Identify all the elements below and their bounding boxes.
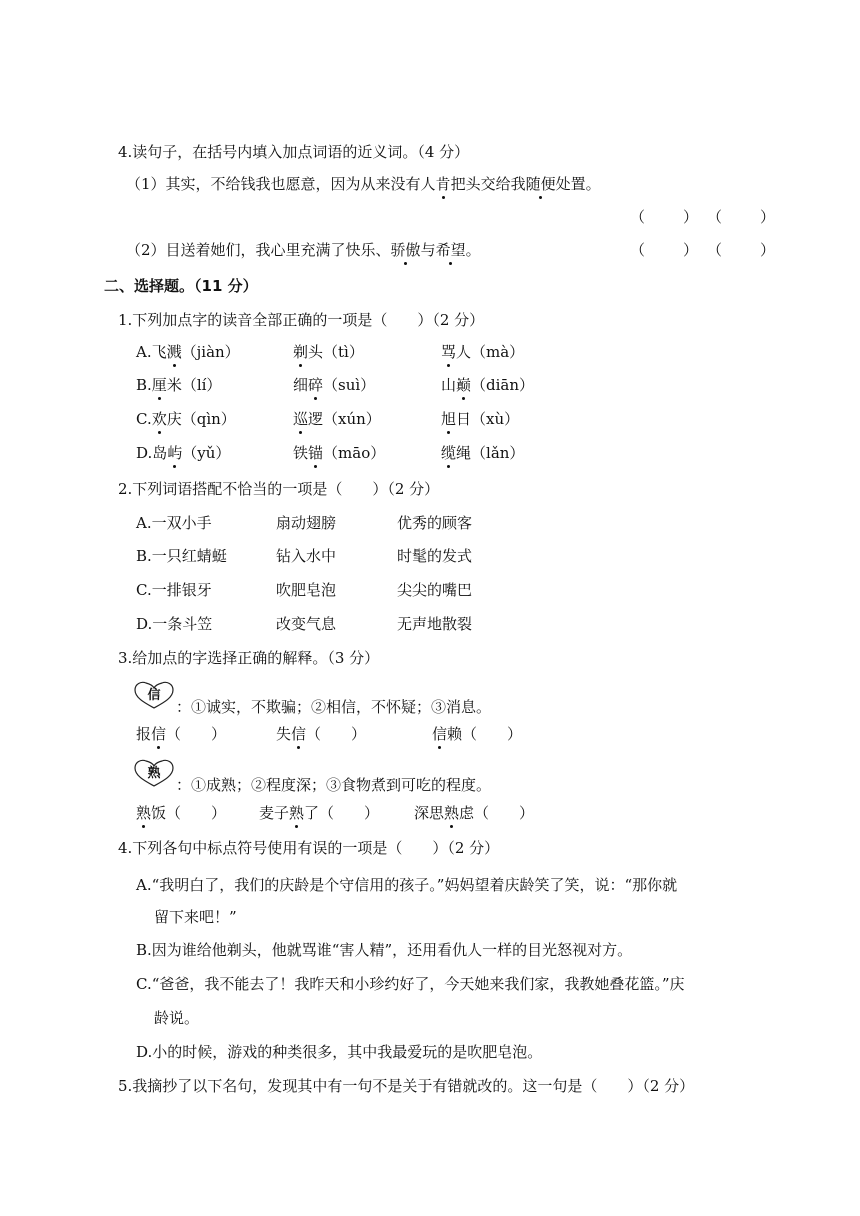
answer-blank[interactable]: （ ） xyxy=(630,208,699,226)
heart-character: 信 xyxy=(147,688,161,703)
heart-character: 熟 xyxy=(147,766,161,781)
dotted-word: 希望 xyxy=(435,241,466,259)
mc1-option: 缆绳（lǎn） xyxy=(441,444,525,462)
word-item: 深思熟虑（ ） xyxy=(414,804,535,822)
word-item: 失信（ ） xyxy=(276,725,367,743)
mc2-option: 时髦的发式 xyxy=(397,547,473,565)
heart-label-icon xyxy=(133,758,175,788)
mc2-option: 钻入水中 xyxy=(276,547,337,565)
mc2-option: 优秀的顾客 xyxy=(397,514,473,532)
mc2-option: 扇动翅膀 xyxy=(276,514,337,532)
section-title: 二、选择题。（11 分） xyxy=(104,277,258,295)
q4-sentence-1: （1）其实，不给钱我也愿意，因为从来没有人肯把头交给我随便处置。 xyxy=(126,175,601,193)
mc1-option: D.岛屿（yǔ） xyxy=(136,444,231,462)
mc2-option: 改变气息 xyxy=(276,615,337,633)
q4-sentence-2: （2）目送着她们，我心里充满了快乐、骄傲与希望。 xyxy=(126,241,481,259)
mc2-option: 无声地散裂 xyxy=(397,615,473,633)
question-4-title: 4.读句子，在括号内填入加点词语的近义词。（4 分） xyxy=(118,143,470,161)
mc2-option: D.一条斗笠 xyxy=(136,615,213,633)
mc-question-4-title: 4.下列各句中标点符号使用有误的一项是（ ）（2 分） xyxy=(118,839,500,857)
mc4-option-a: A.“我明白了，我们的庆龄是个守信用的孩子。”妈妈望着庆龄笑了笑，说：“那你就 xyxy=(136,876,678,894)
mc1-option: 剃头（tì） xyxy=(293,343,364,361)
mc4-option-c-cont: 龄说。 xyxy=(154,1009,200,1027)
mc1-option: 铁锚（māo） xyxy=(293,444,386,462)
mc4-option-d: D.小的时候，游戏的种类很多，其中我最爱玩的是吹肥皂泡。 xyxy=(136,1043,543,1061)
mc1-option: 旭日（xù） xyxy=(441,410,520,428)
mc1-option: 山巅（diān） xyxy=(441,376,535,394)
mc-question-1-title: 1.下列加点字的读音全部正确的一项是（ ）（2 分） xyxy=(118,311,485,329)
mc4-option-b: B.因为谁给他剃头，他就骂谁“害人精”，还用看仇人一样的目光怒视对方。 xyxy=(136,941,633,959)
mc2-option: 吹肥皂泡 xyxy=(276,581,337,599)
answer-blank[interactable]: （ ） xyxy=(707,241,776,259)
dotted-word: 骄傲 xyxy=(390,241,421,259)
mc1-option: 巡逻（xún） xyxy=(293,410,381,428)
mc1-option: A.飞溅（jiàn） xyxy=(136,343,240,361)
word-item: 麦子熟了（ ） xyxy=(259,804,380,822)
answer-blank[interactable]: （ ） xyxy=(630,241,699,259)
mc2-option: 尖尖的嘴巴 xyxy=(397,581,473,599)
mc1-option: 骂人（mà） xyxy=(441,343,525,361)
dotted-word: 肯 xyxy=(435,175,451,193)
mc2-option: A.一双小手 xyxy=(136,514,212,532)
mc-question-2-title: 2.下列词语搭配不恰当的一项是（ ）（2 分） xyxy=(118,480,440,498)
mc4-option-c: C.“爸爸，我不能去了！我昨天和小珍约好了，今天她来我们家，我教她叠花篮。”庆 xyxy=(136,975,685,993)
answer-blank[interactable]: （ ） xyxy=(707,208,776,226)
mc2-option: C.一排银牙 xyxy=(136,581,212,599)
mc-question-3-title: 3.给加点的字选择正确的解释。（3 分） xyxy=(118,649,380,667)
word-item: 熟饭（ ） xyxy=(136,804,227,822)
mc1-option: 细碎（suì） xyxy=(293,376,376,394)
mc1-option: B.厘米（lí） xyxy=(136,376,222,394)
mc4-option-a-cont: 留下来吧！” xyxy=(154,908,237,926)
heart-label-icon xyxy=(133,680,175,710)
definition-line: ：①成熟；②程度深；③食物煮到可吃的程度。 xyxy=(176,776,492,794)
mc-question-5-title: 5.我摘抄了以下名句，发现其中有一句不是关于有错就改的。这一句是（ ）（2 分） xyxy=(118,1077,695,1095)
mc2-option: B.一只红蜻蜓 xyxy=(136,547,227,565)
word-item: 信赖（ ） xyxy=(432,725,523,743)
mc1-option: C.欢庆（qìn） xyxy=(136,410,236,428)
dotted-word: 随便 xyxy=(525,175,556,193)
definition-line: ：①诚实，不欺骗；②相信，不怀疑；③消息。 xyxy=(176,698,492,716)
word-item: 报信（ ） xyxy=(136,725,227,743)
